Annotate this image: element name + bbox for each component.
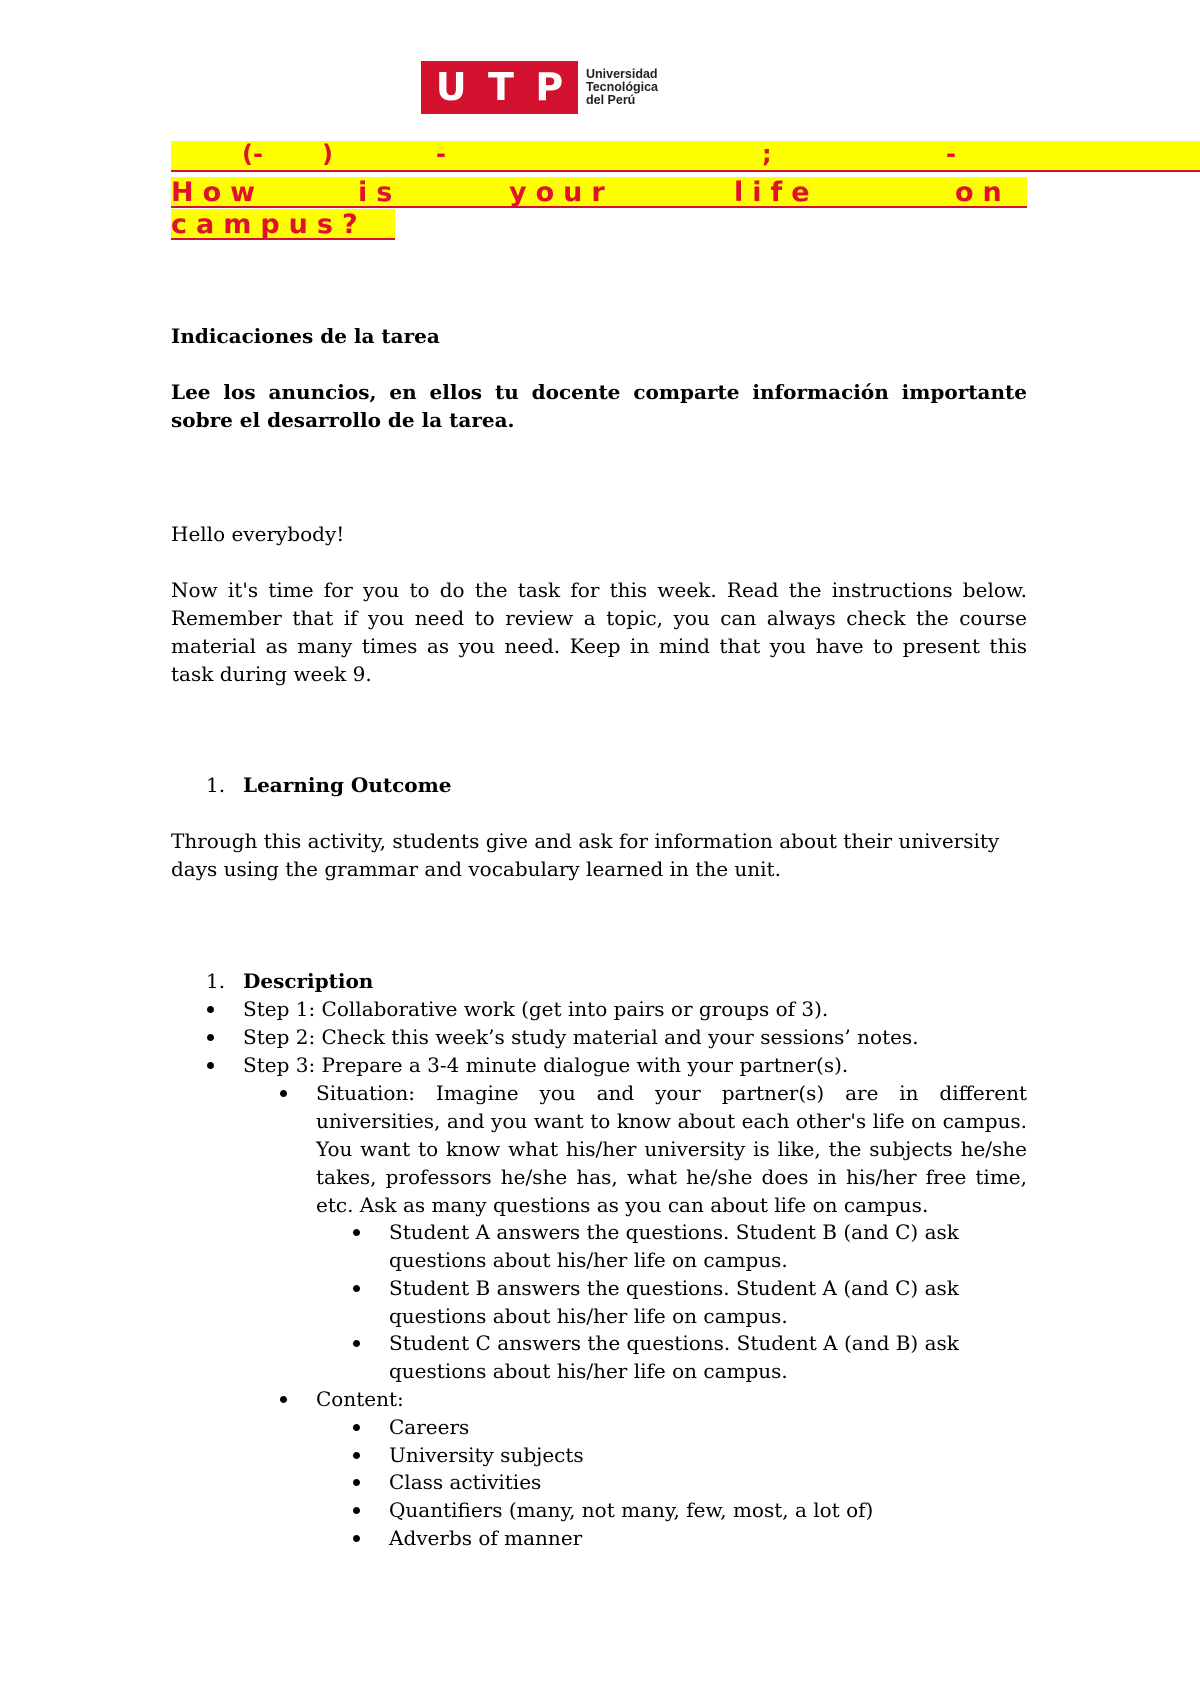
title-word-your: your: [509, 177, 614, 208]
step-3: Step 3: Prepare a 3-4 minute dialogue with your partner(s).: [243, 1053, 849, 1077]
instructions-note: Lee los anuncios, en ellos tu docente comparte información importante sobre el desarrollo de la tarea.: [171, 380, 1027, 432]
title-word-on: on: [955, 177, 1011, 208]
title-word-life: life: [734, 177, 819, 208]
greeting: Hello everybody!: [171, 522, 345, 546]
title-mark-4: ;: [762, 140, 772, 168]
bullet-icon: [207, 1034, 214, 1041]
content-item-careers: Careers: [389, 1415, 470, 1439]
role-student-c: Student C answers the questions. Student A (and B) ask questions about his/her life on campus.: [389, 1331, 959, 1383]
logo-line-3: del Perú: [586, 93, 636, 107]
bullet-icon: [353, 1424, 360, 1431]
bullet-icon: [353, 1285, 360, 1292]
content-item-adverbs: Adverbs of manner: [389, 1526, 583, 1550]
logo-letter-u: U: [435, 65, 467, 109]
bullet-icon: [353, 1340, 360, 1347]
role-student-b: Student B answers the questions. Student A (and C) ask questions about his/her life on campus.: [389, 1276, 959, 1328]
bullet-icon: [353, 1229, 360, 1236]
section-1-title: Learning Outcome: [243, 773, 452, 797]
title-word-how: How: [171, 177, 265, 208]
step-1: Step 1: Collaborative work (get into pairs or groups of 3).: [243, 997, 829, 1021]
content-label: Content:: [316, 1387, 404, 1411]
step-2: Step 2: Check this week’s study material and your sessions’ notes.: [243, 1025, 919, 1049]
bullet-icon: [207, 1006, 214, 1013]
content-item-quantifiers: Quantifiers (many, not many, few, most, a lot of): [389, 1498, 874, 1522]
logo-line-2: Tecnológica: [586, 80, 659, 94]
role-student-a: Student A answers the questions. Student B (and C) ask questions about his/her life on campus.: [389, 1220, 959, 1272]
title-mark-1: (-: [242, 140, 263, 168]
title-mark-3: -: [436, 140, 446, 168]
bullet-icon: [353, 1507, 360, 1514]
bullet-icon: [353, 1479, 360, 1486]
logo-letter-p: P: [535, 65, 564, 109]
utp-logo: [421, 61, 658, 114]
logo-letter-t: T: [488, 65, 514, 109]
section-2-title: Description: [243, 969, 374, 993]
content-item-class-activities: Class activities: [389, 1470, 542, 1494]
logo-line-1: Universidad: [586, 67, 658, 81]
bullet-icon: [353, 1535, 360, 1542]
situation-text: Situation: Imagine you and your partner(s) are in different universities, and you want to know about each other's life on campus. You want to know what his/her university is like, the subjects he/she takes, professors he/she has, what he/she does in his/her free time, etc. Ask as many questions as you can about life on campus.: [316, 1081, 1027, 1217]
title-mark-5: -: [946, 140, 956, 168]
logo-mark: [421, 61, 578, 114]
content-item-subjects: University subjects: [389, 1443, 584, 1467]
bullet-icon: [353, 1452, 360, 1459]
logo-wordmark: [586, 68, 658, 107]
instructions-heading: Indicaciones de la tarea: [171, 324, 440, 348]
intro-paragraph: Now it's time for you to do the task for this week. Read the instructions below. Remember that if you need to review a topic, you can always check the course material as many times as you need. Keep in mind that you have to present this task during week 9.: [171, 578, 1027, 686]
bullet-icon: [280, 1090, 287, 1097]
bullet-icon: [280, 1396, 287, 1403]
bullet-icon: [207, 1062, 214, 1069]
section-1-text: Through this activity, students give and ask for information about their university days using the grammar and vocabulary learned in the unit.: [171, 829, 1000, 881]
title-word-is: is: [358, 177, 402, 208]
title-word-campus: campus?: [171, 209, 367, 240]
title-mark-2: ): [322, 140, 333, 168]
section-1-number: 1.: [206, 773, 226, 797]
section-2-number: 1.: [206, 969, 226, 993]
